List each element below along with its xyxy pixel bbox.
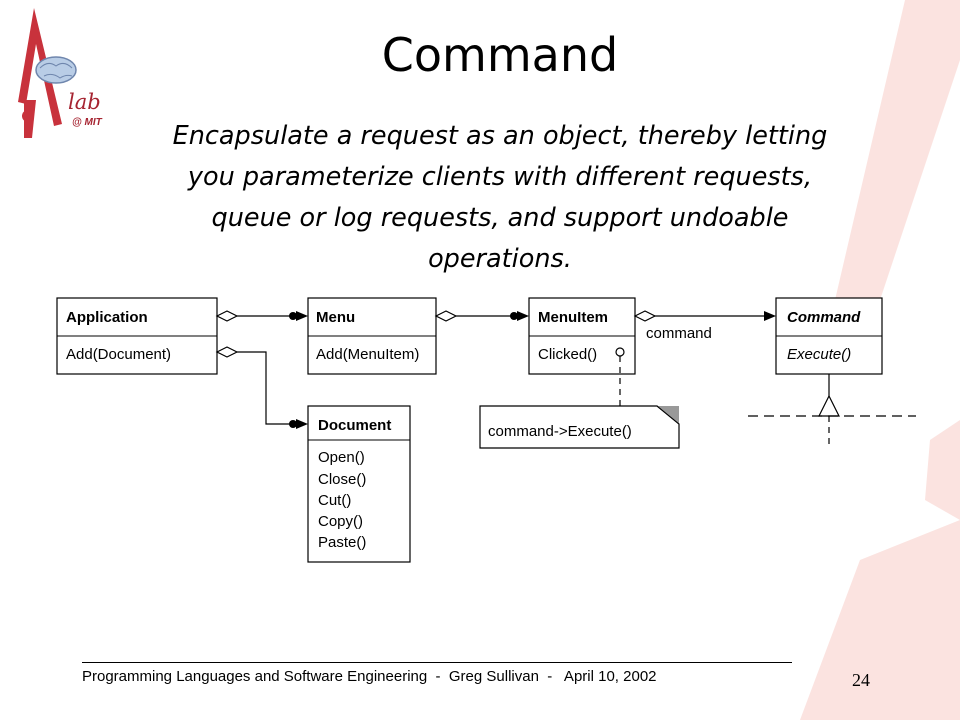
- footer-divider: [82, 662, 792, 663]
- subtitle-line: queue or log requests, and support undoable: [211, 203, 789, 233]
- note-box: [480, 406, 679, 448]
- op-cut: Cut(): [318, 492, 352, 509]
- op-copy: Copy(): [318, 513, 364, 530]
- page-number: 24: [852, 670, 870, 690]
- note-text: command->Execute(): [488, 423, 632, 440]
- op-execute: Execute(): [787, 346, 852, 363]
- op-open: Open(): [318, 449, 365, 466]
- logo-mit-text: @ MIT: [72, 117, 102, 128]
- subtitle-line: operations.: [428, 244, 572, 274]
- aggregation-menuitem-command: [635, 311, 776, 342]
- class-menu: [308, 298, 436, 374]
- op-paste: Paste(): [318, 534, 367, 551]
- op-clicked: Clicked(): [538, 346, 598, 363]
- class-application: [57, 298, 217, 374]
- slide-title: Command: [381, 28, 619, 82]
- aggregation-application-menu: [217, 311, 308, 321]
- op-add-document: Add(Document): [66, 346, 172, 363]
- class-name-application: Application: [66, 309, 148, 326]
- class-name-menu: Menu: [316, 309, 356, 326]
- command-inheritance: [748, 374, 916, 446]
- assoc-label-command: command: [646, 325, 712, 342]
- class-name-menuitem: MenuItem: [538, 309, 609, 326]
- class-name-command: Command: [787, 309, 861, 326]
- class-name-document: Document: [318, 417, 392, 434]
- logo-lab-text: lab: [68, 90, 101, 114]
- aggregation-application-document: [217, 347, 308, 429]
- class-command: [776, 298, 882, 374]
- subtitle-line: Encapsulate a request as an object, thereby letting: [172, 121, 828, 151]
- footer-text: Programming Languages and Software Engineering - Greg Sullivan - April 10, 2002: [82, 668, 657, 685]
- aggregation-menu-menuitem: [436, 311, 529, 321]
- op-add-menuitem: Add(MenuItem): [316, 346, 420, 363]
- class-document: [308, 406, 410, 562]
- subtitle-line: you parameterize clients with different requests,: [187, 162, 813, 192]
- op-close: Close(): [318, 471, 367, 488]
- class-menuitem: [529, 298, 635, 374]
